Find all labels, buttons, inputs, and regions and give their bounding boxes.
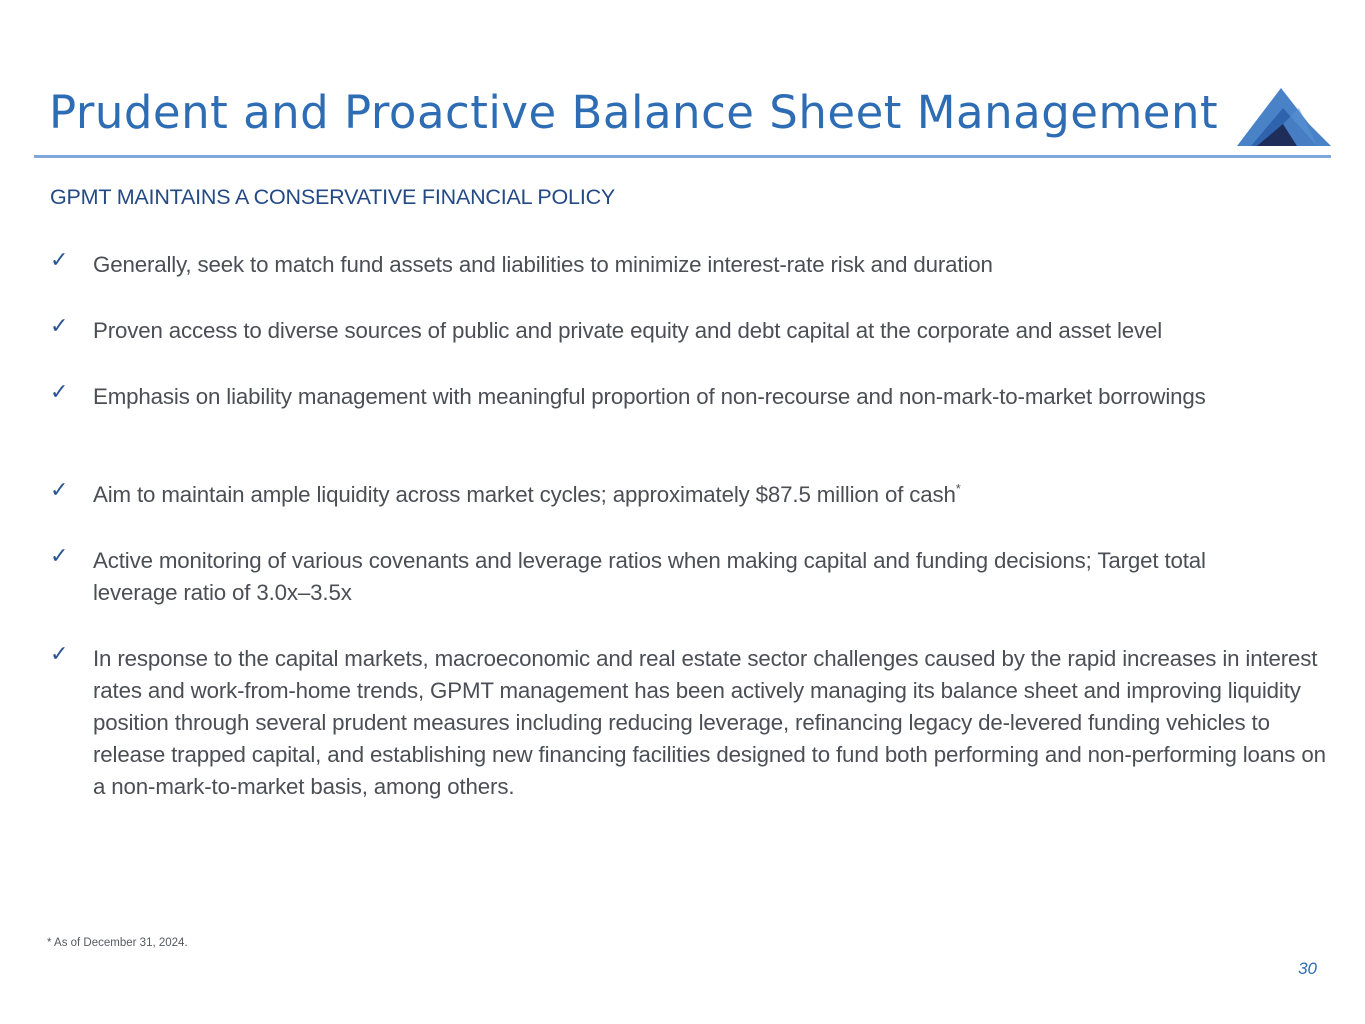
check-icon: ✓: [50, 478, 69, 503]
bullet-text: In response to the capital markets, macroeconomic and real estate sector challenges caused by the rapid increases in interest rates and work-from-home trends, GPMT management has been actively managing its balance sheet and improving liquidity position through several prudent measures including reducing leverage, refinancing legacy de-levered funding vehicles to release trapped capital, and establishing new financing facilities designed to fund both performing and non-performing loans on a non-mark-to-market basis, among others.: [93, 646, 1326, 799]
check-icon: ✓: [50, 248, 69, 273]
check-icon: ✓: [50, 314, 69, 339]
page-number: 30: [1298, 959, 1317, 978]
check-icon: ✓: [50, 642, 69, 667]
footnote-marker: *: [955, 481, 961, 496]
bullet-text: Emphasis on liability management with meaningful proportion of non-recourse and non-mark-to-market borrowings: [93, 384, 1206, 409]
title-divider: [34, 155, 1331, 158]
check-icon: ✓: [50, 544, 69, 569]
bullet-text: Generally, seek to match fund assets and liabilities to minimize interest-rate risk and duration: [93, 252, 993, 277]
bullet-text: Active monitoring of various covenants and leverage ratios when making capital and funding decisions; Target total leverage ratio of 3.0x–3.5x: [93, 548, 1206, 605]
slide-title: Prudent and Proactive Balance Sheet Management: [49, 86, 1219, 139]
bullet-text: [93, 479, 1340, 511]
section-subtitle: GPMT MAINTAINS A CONSERVATIVE FINANCIAL POLICY: [50, 185, 616, 209]
bullet-text-main: Aim to maintain ample liquidity across market cycles; approximately $87.5 million of cash: [93, 482, 956, 507]
bullet-text: Proven access to diverse sources of public and private equity and debt capital at the corporate and asset level: [93, 318, 1163, 343]
footnote: * As of December 31, 2024.: [47, 937, 188, 949]
mountain-logo-icon: [1237, 88, 1331, 148]
check-icon: ✓: [50, 380, 69, 405]
